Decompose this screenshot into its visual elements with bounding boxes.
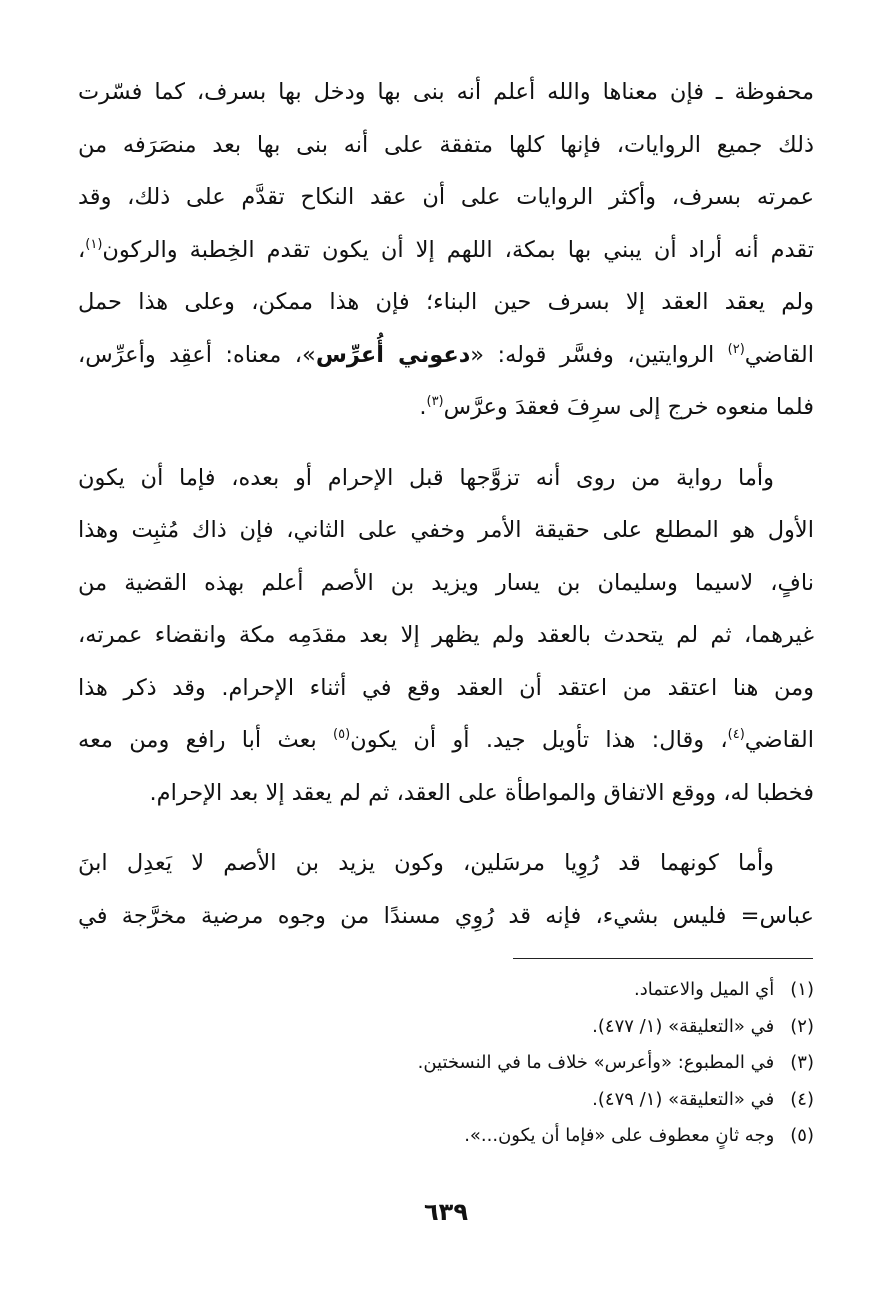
footnote-1 xyxy=(300,972,814,1009)
paragraph-2 xyxy=(78,452,814,820)
footnote-3 xyxy=(300,1045,814,1082)
footnote-number: (٥) xyxy=(790,1125,814,1146)
text-segment: . xyxy=(419,394,427,420)
footnote-text: في المطبوع: «وأعرس» خلاف ما في النسختين. xyxy=(417,1052,775,1073)
text-line: ولم يعقد العقد إلا بسرف حين البناء؛ فإن هذا ممكن، وعلى هذا حمل xyxy=(78,289,814,315)
text-line: وأما رواية من روى أنه تزوَّجها قبل الإحرام أو بعده، فإما أن يكون xyxy=(78,464,774,491)
text-segment: القاضي xyxy=(744,341,814,368)
text-segment: بعث أبا رافع ومن معه xyxy=(78,727,334,753)
page-number: ٦٣٩ xyxy=(424,1198,468,1226)
text-line: ومن هنا اعتقد من اعتقد أن العقد وقع في أثناء الإحرام. وقد ذكر هذا xyxy=(78,674,814,701)
quoted-hadith-phrase: دعوني أُعرِّس xyxy=(315,341,471,368)
text-line: نافٍ، لاسيما وسليمان بن يسار ويزيد بن الأصم أعلم بهذه القضية من xyxy=(78,569,814,596)
text-line: فخطبا له، ووقع الاتفاق والمواطأة على العقد، ثم لم يعقد إلا بعد الإحرام. xyxy=(149,779,814,806)
footnote-number: (١) xyxy=(790,979,814,1000)
footnote-number: (٢) xyxy=(790,1015,814,1037)
text-line xyxy=(78,224,814,277)
footnote-2 xyxy=(300,1009,814,1046)
text-segment: ، xyxy=(78,236,86,263)
text-segment: تقدم أنه أراد أن يبني بها بمكة، اللهم إلا أن يكون تقدم الخِطبة والركون xyxy=(102,236,814,263)
text-line xyxy=(78,381,814,434)
text-line: عباس= فليس بشيء، فإنه قد رُوِي مسندًا من وجوه مرضية مخرَّجة في xyxy=(78,902,814,929)
text-segment: فلما منعوه خرج إلى سرِفَ فعقدَ وعرَّس xyxy=(443,394,814,420)
text-line xyxy=(78,714,814,767)
footnote-text: في «التعليقة» (١/ ٤٧٩). xyxy=(592,1088,775,1110)
paragraph-3 xyxy=(78,837,814,942)
footnote-ref-2[interactable]: (٢) xyxy=(727,341,745,357)
footnote-4 xyxy=(300,1082,814,1119)
text-line: وأما كونهما قد رُوِيا مرسَلين، وكون يزيد بن الأصم لا يَعدِل ابنَ xyxy=(78,850,774,876)
text-segment: ، وقال: هذا تأويل جيد. أو أن يكون xyxy=(350,727,728,753)
footnote-5 xyxy=(300,1118,814,1155)
text-line: الأول هو المطلع على حقيقة الأمر وخفي على الثاني، فإن ذاك مُثبِت وهذا xyxy=(78,517,814,543)
paragraph-1 xyxy=(78,66,814,434)
text-line: ذلك جميع الروايات، فإنها كلها متفقة على أنه بنى بها بعد منصَرَفه من xyxy=(78,131,814,158)
text-segment: القاضي xyxy=(744,727,814,753)
footnote-ref-3[interactable]: (٣) xyxy=(426,394,444,409)
footnote-separator xyxy=(513,958,813,959)
footnote-text: أي الميل والاعتماد. xyxy=(634,979,775,1000)
text-line: محفوظة ـ فإن معناها والله أعلم أنه بنى بها ودخل بها بسرف، كما فسّرت xyxy=(78,79,814,105)
footnote-ref-5[interactable]: (٥) xyxy=(333,727,351,742)
main-text xyxy=(78,66,814,942)
footnote-number: (٤) xyxy=(790,1088,814,1110)
footnote-text: في «التعليقة» (١/ ٤٧٧). xyxy=(592,1015,775,1037)
footnote-number: (٣) xyxy=(790,1052,814,1073)
text-segment: »، معناه: أعقِد وأعرِّس، xyxy=(78,341,316,368)
footnotes-list xyxy=(300,972,814,1155)
text-line xyxy=(78,329,814,382)
text-segment: الروايتين، وفسَّر قوله: « xyxy=(470,341,728,368)
text-line: غيرهما، ثم لم يتحدث بالعقد ولم يظهر إلا بعد مقدَمِه مكة وانقضاء عمرته، xyxy=(78,622,814,648)
footnote-text: وجه ثانٍ معطوف على «فإما أن يكون...». xyxy=(464,1125,775,1146)
footnote-ref-1[interactable]: (١) xyxy=(85,236,103,252)
text-line: عمرته بسرف، وأكثر الروايات على أن عقد النكاح تقدَّم على ذلك، وقد xyxy=(78,184,814,210)
footnote-ref-4[interactable]: (٤) xyxy=(727,727,745,742)
